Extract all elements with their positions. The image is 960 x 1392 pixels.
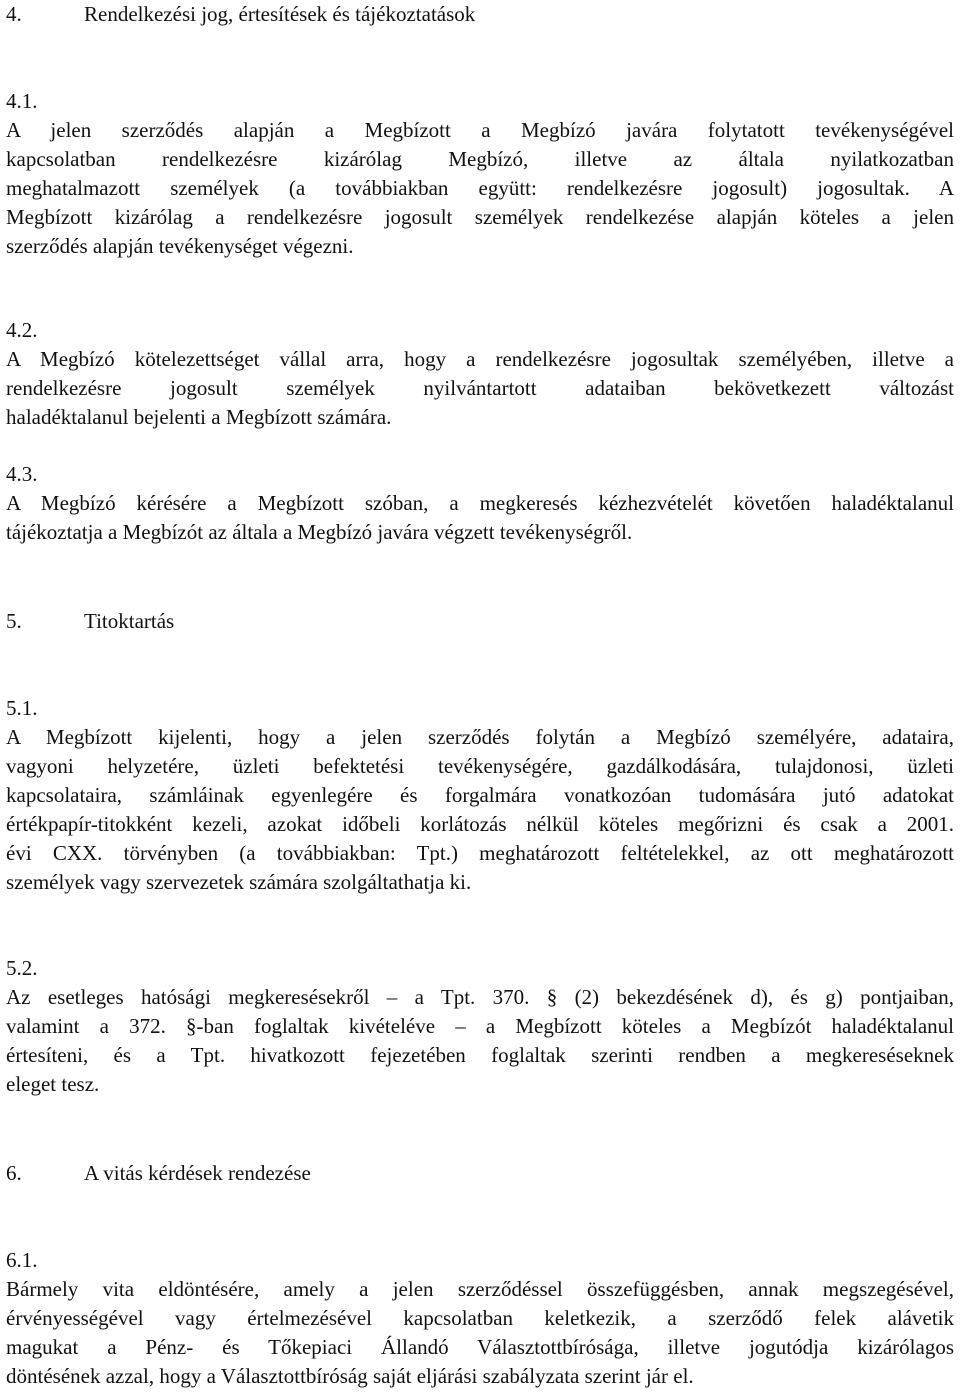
clause-number: 4.3. [6, 462, 38, 486]
clause-number: 4.1. [6, 89, 38, 113]
clause-number: 5.2. [6, 956, 38, 980]
paragraph-line: kapcsolatban rendelkezésre kizárólag Megbízó, illetve az általa nyilatkozatban [6, 147, 954, 171]
section-heading [6, 607, 954, 636]
section-title: Rendelkezési jog, értesítések és tájékoztatások [84, 2, 476, 26]
paragraph-line: meghatalmazott személyek (a továbbiakban együtt: rendelkezésre jogosult) jogosultak. A [6, 176, 954, 200]
section-title: Titoktartás [84, 609, 175, 633]
clause-number: 6.1. [6, 1248, 38, 1272]
paragraph-line: döntésének azzal, hogy a Választottbíróság saját eljárási szabályzata szerint jár el. [6, 1364, 694, 1388]
clause [6, 694, 954, 897]
paragraph-line: évi CXX. törvényben (a továbbiakban: Tpt.) meghatározott feltételekkel, az ott meghatározott [6, 841, 954, 865]
paragraph-line: haladéktalanul bejelenti a Megbízott számára. [6, 405, 392, 429]
clause [6, 87, 954, 261]
section-number: 5. [6, 609, 22, 633]
paragraph-line: A Megbízott kijelenti, hogy a jelen szerződés folytán a Megbízó személyére, adataira, [6, 725, 954, 749]
section-heading [6, 0, 954, 29]
clause [6, 460, 954, 547]
clause [6, 1246, 954, 1391]
section-heading [6, 1159, 954, 1188]
paragraph-line: A jelen szerződés alapján a Megbízott a Megbízó javára folytatott tevékenységével [6, 118, 954, 142]
paragraph-line: vagyoni helyzetére, üzleti befektetési tevékenységére, gazdálkodására, tulajdonosi, üzleti [6, 754, 954, 778]
paragraph-line: magukat a Pénz- és Tőkepiaci Állandó Választottbírósága, illetve jogutódja kizárólagos [6, 1335, 954, 1359]
paragraph-line: tájékoztatja a Megbízót az általa a Megbízó javára végzett tevékenységről. [6, 520, 633, 544]
paragraph-line: eleget tesz. [6, 1072, 100, 1096]
clause-number: 4.2. [6, 318, 38, 342]
paragraph-line: kapcsolataira, számláinak egyenlegére és forgalmára vonatkozóan tudomására jutó adatokat [6, 783, 954, 807]
section-number: 6. [6, 1161, 22, 1185]
section-number: 4. [6, 2, 22, 26]
clause-number: 5.1. [6, 696, 38, 720]
paragraph-line: érvényességével vagy értelmezésével kapcsolatban keletkezik, a szerződő felek alávetik [6, 1306, 954, 1330]
paragraph-line: rendelkezésre jogosult személyek nyilvántartott adataiban bekövetkezett változást [6, 376, 954, 400]
section-title: A vitás kérdések rendezése [84, 1161, 311, 1185]
paragraph-line: személyek vagy szervezetek számára szolgáltathatja ki. [6, 870, 472, 894]
clause [6, 954, 954, 1099]
paragraph-line: szerződés alapján tevékenységet végezni. [6, 234, 354, 258]
paragraph-line: értesíteni, és a Tpt. hivatkozott fejezetében foglaltak szerinti rendben a megkereséseknek [6, 1043, 954, 1067]
paragraph-line: Az esetleges hatósági megkeresésekről – a Tpt. 370. § (2) bekezdésének d), és g) pontjaiban, [6, 985, 954, 1009]
paragraph-line: A Megbízó kötelezettséget vállal arra, hogy a rendelkezésre jogosultak személyében, illetve a [6, 347, 954, 371]
paragraph-line: A Megbízó kérésére a Megbízott szóban, a megkeresés kézhezvételét követően haladéktalanul [6, 491, 954, 515]
paragraph-line: Megbízott kizárólag a rendelkezésre jogosult személyek rendelkezése alapján köteles a jelen [6, 205, 954, 229]
paragraph-line: Bármely vita eldöntésére, amely a jelen szerződéssel összefüggésben, annak megszegésével, [6, 1277, 954, 1301]
paragraph-line: értékpapír-titokként kezeli, azokat időbeli korlátozás nélkül köteles megőrizni és csak a 2001. [6, 812, 954, 836]
paragraph-line: valamint a 372. §-ban foglaltak kivételéve – a Megbízott köteles a Megbízót haladéktalanul [6, 1014, 954, 1038]
clause [6, 316, 954, 432]
